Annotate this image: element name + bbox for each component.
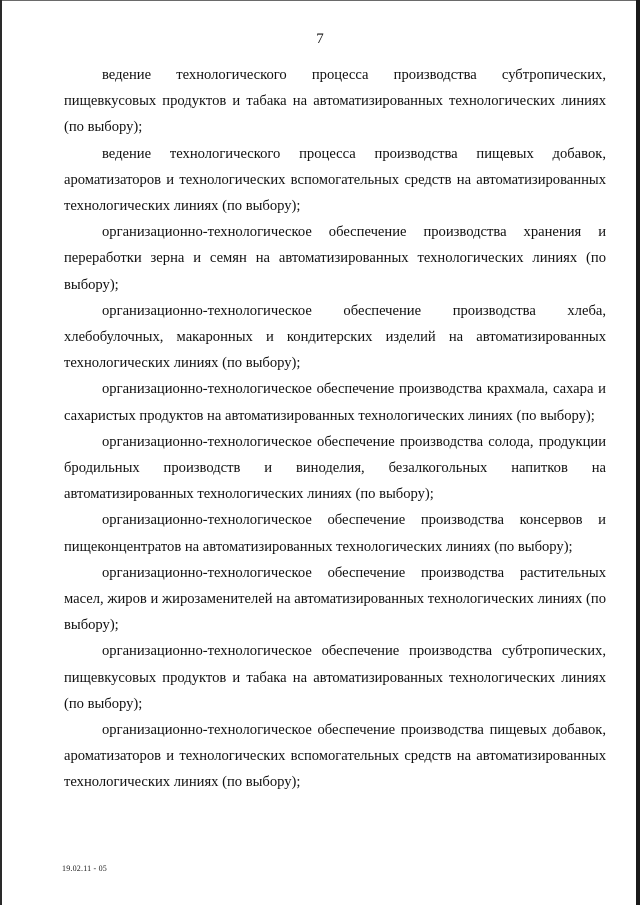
paragraph: ведение технологического процесса производства пищевых добавок, ароматизаторов и технологических вспомогательных средств на автоматизированных технологических линиях (по выбору);	[64, 145, 606, 215]
paragraph: организационно-технологическое обеспечение производства крахмала, сахара и сахаристых продуктов на автоматизированных технологических линиях (по выбору);	[64, 381, 606, 424]
document-body	[64, 62, 606, 796]
scan-edge-right	[636, 0, 640, 905]
footer-document-code: 19.02.11 - 05	[62, 864, 107, 873]
paragraph: организационно-технологическое обеспечение производства хранения и переработки зерна и семян на автоматизированных технологических линиях (по выбору);	[64, 224, 606, 293]
paragraph: организационно-технологическое обеспечение производства хлеба, хлебобулочных, макаронных и кондитерских изделий на автоматизированных технологических линиях (по выбору);	[64, 302, 606, 372]
paragraph: организационно-технологическое обеспечение производства солода, продукции бродильных производств и виноделия, безалкогольных напитков на автоматизированных технологических линиях (по выбору);	[64, 433, 606, 503]
paragraph: организационно-технологическое обеспечение производства субтропических, пищевкусовых продуктов и табака на автоматизированных технологических линиях (по выбору);	[64, 643, 606, 712]
paragraph: организационно-технологическое обеспечение производства пищевых добавок, ароматизаторов и технологических вспомогательных средств на автоматизированных технологических линиях (по выбору);	[64, 722, 606, 791]
paragraph: организационно-технологическое обеспечение производства растительных масел, жиров и жирозаменителей на автоматизированных технологических линиях (по выбору);	[64, 564, 606, 634]
scan-edge-left	[0, 0, 2, 905]
scan-edge-top	[0, 0, 640, 1]
page-number: 7	[316, 31, 324, 47]
paragraph: организационно-технологическое обеспечение производства консервов и пищеконцентратов на автоматизированных технологических линиях (по выбору);	[64, 512, 606, 555]
paragraph: ведение технологического процесса производства субтропических, пищевкусовых продуктов и табака на автоматизированных технологических линиях (по выбору);	[64, 67, 606, 136]
